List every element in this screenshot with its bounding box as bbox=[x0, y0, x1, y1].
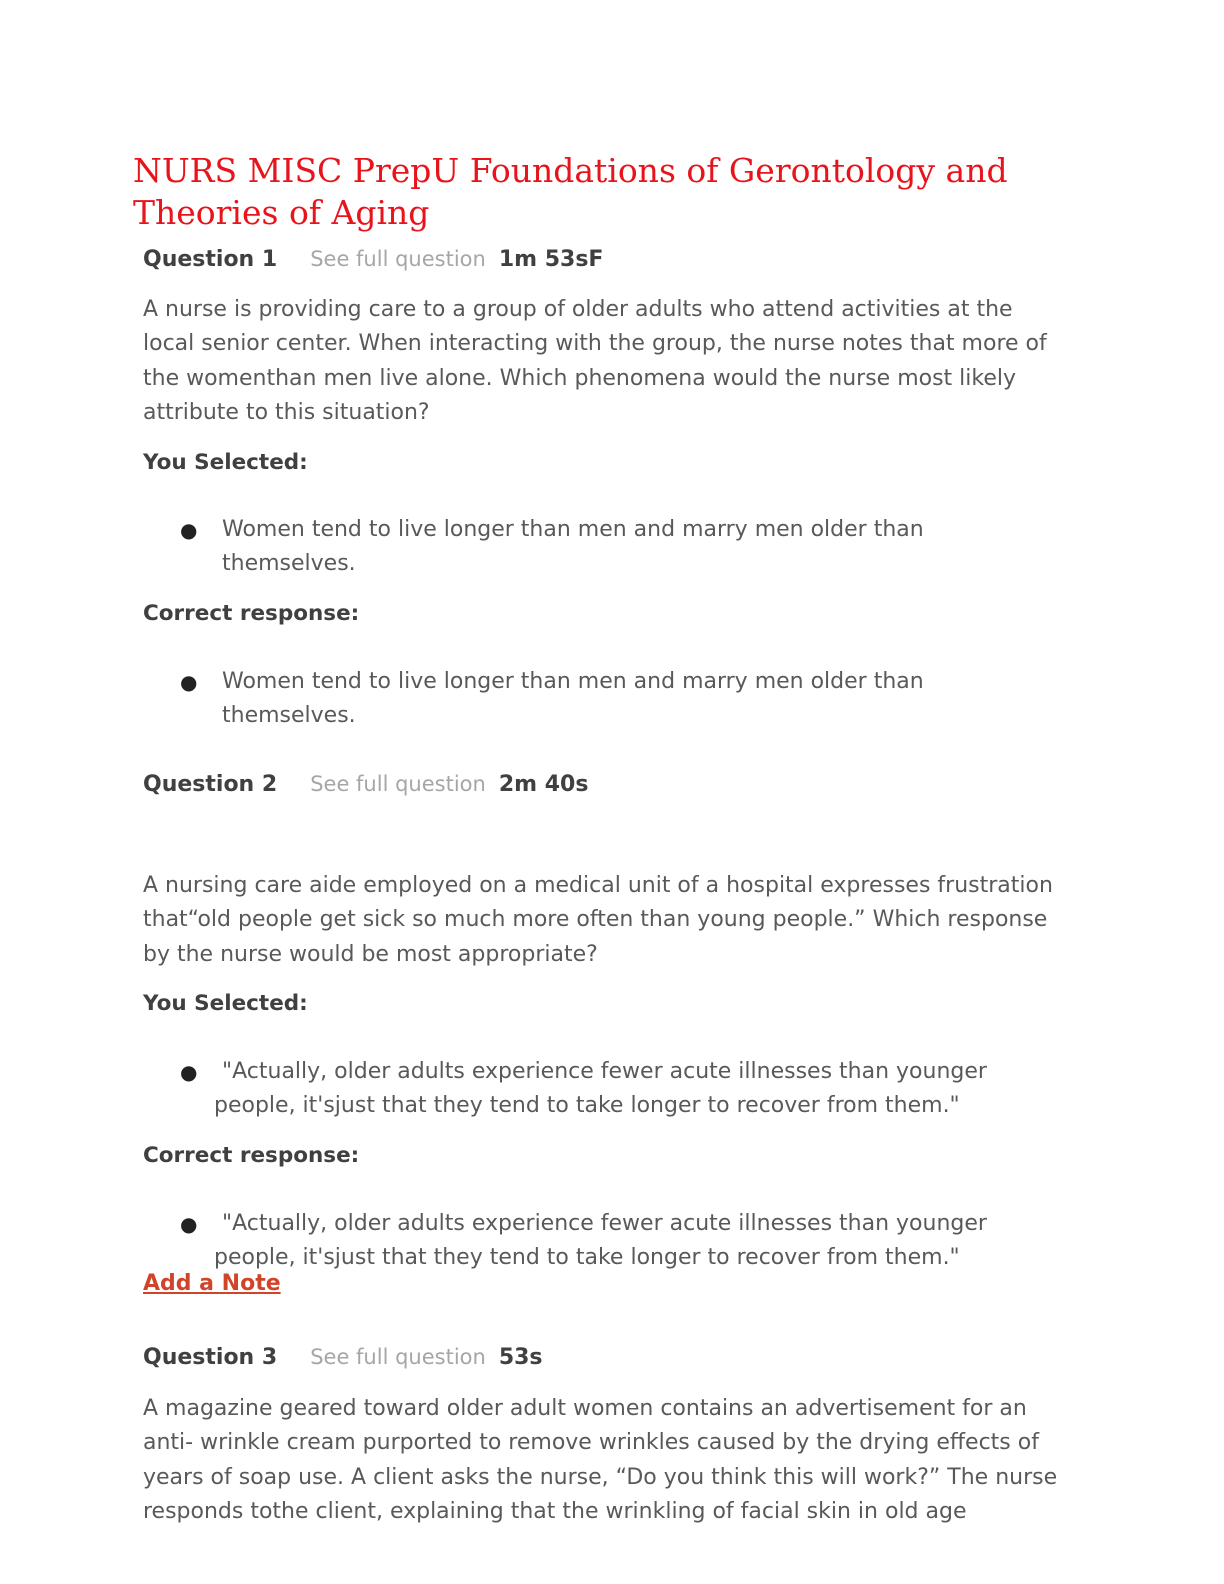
question-1-correct-answer-text: Women tend to live longer than men and marry men older than themselves. bbox=[222, 669, 924, 728]
question-1-selected-answer bbox=[180, 513, 1020, 581]
question-1-time: 1m 53sF bbox=[498, 247, 604, 272]
question-1-selected-answer-text: Women tend to live longer than men and marry men older than themselves. bbox=[222, 517, 924, 576]
bullet-icon: ● bbox=[180, 1212, 198, 1236]
question-1-correct-label: Correct response: bbox=[143, 601, 360, 626]
question-2-correct-label: Correct response: bbox=[143, 1143, 360, 1168]
question-3-label: Question 3 bbox=[143, 1345, 278, 1370]
question-2-time: 2m 40s bbox=[498, 772, 589, 797]
question-2-header bbox=[143, 767, 588, 801]
question-1-see-full-link[interactable]: See full question bbox=[310, 247, 486, 271]
question-2-correct-answer-text: "Actually, older adults experience fewer acute illnesses than younger people, it'sjust that they tend to take longer to recover from them." bbox=[214, 1211, 987, 1270]
question-3-header bbox=[143, 1340, 543, 1374]
question-2-selected-answer bbox=[180, 1055, 1020, 1123]
question-2-label: Question 2 bbox=[143, 772, 278, 797]
bullet-icon: ● bbox=[180, 670, 198, 694]
bullet-icon: ● bbox=[180, 518, 198, 542]
question-2-text: A nursing care aide employed on a medical unit of a hospital expresses frustration that“old people get sick so much more often than young people.” Which response by the nurse would be most appropriate? bbox=[143, 873, 1053, 967]
question-2-correct-answer bbox=[180, 1207, 1020, 1275]
question-1-selected-label: You Selected: bbox=[143, 450, 308, 475]
question-2-selected-answer-text: "Actually, older adults experience fewer acute illnesses than younger people, it'sjust that they tend to take longer to recover from them." bbox=[214, 1059, 987, 1118]
question-3-see-full-link[interactable]: See full question bbox=[310, 1345, 486, 1369]
question-1-header bbox=[143, 242, 603, 276]
add-note-link[interactable]: Add a Note bbox=[143, 1271, 281, 1296]
question-2-selected-label: You Selected: bbox=[143, 991, 308, 1016]
question-2-see-full-link[interactable]: See full question bbox=[310, 772, 486, 796]
question-1-text: A nurse is providing care to a group of older adults who attend activities at the local senior center. When interacting with the group, the nurse notes that more of the womenthan men live alone. Which phenomena would the nurse most likely attribute to this situation? bbox=[143, 297, 1047, 425]
question-3-text: A magazine geared toward older adult women contains an advertisement for an anti- wrinkle cream purported to remove wrinkles caused by the drying effects of years of soap use. A client asks the nurse, “Do you think this will work?” The nurse responds tothe client, explaining that the wrinkling of facial skin in old age bbox=[143, 1396, 1058, 1524]
question-1-correct-answer bbox=[180, 665, 1020, 733]
question-3-time: 53s bbox=[498, 1345, 543, 1370]
question-1-label: Question 1 bbox=[143, 247, 278, 272]
page-title: NURS MISC PrepU Foundations of Gerontology and Theories of Aging bbox=[133, 151, 1008, 232]
bullet-icon: ● bbox=[180, 1060, 198, 1084]
